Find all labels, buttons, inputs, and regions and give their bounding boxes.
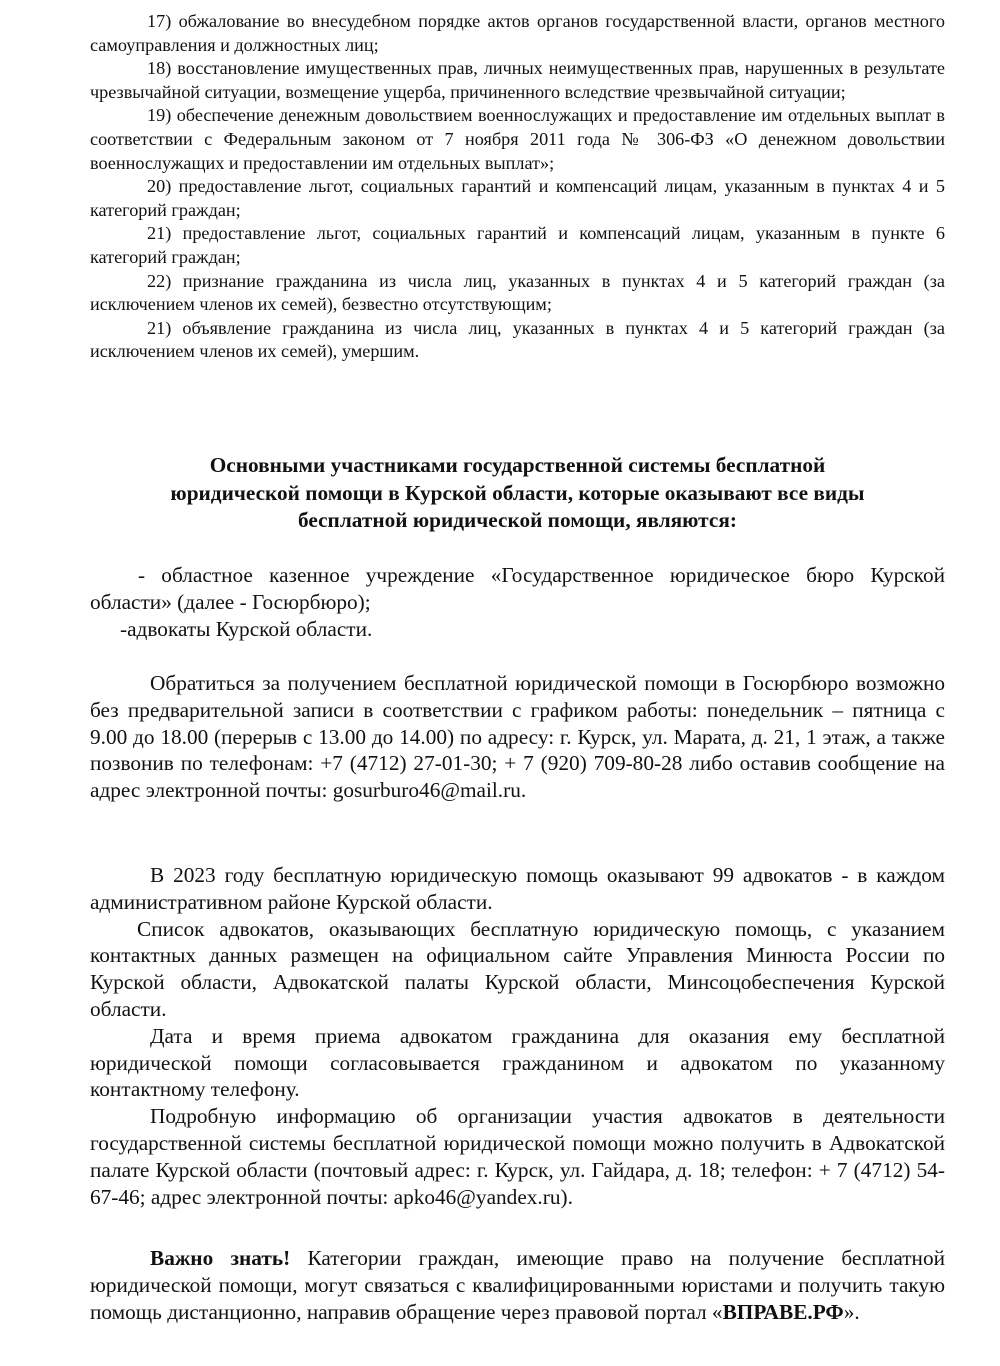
list-item: 17) обжалование во внесудебном порядке актов органов государственной власти, органов местного самоуправления и должностных лиц; [90, 11, 945, 55]
list-item: 19) обеспечение денежным довольствием военнослужащих и предоставление им отдельных выплат в соответствии с Федеральным законом от 7 ноября 2011 года № 306-ФЗ «О денежном довольствии военнослужащих и предоставлении им отдельных выплат»; [90, 105, 945, 173]
important-text: Категории граждан, имеющие право на получение бесплатной юридической помощи, могут связаться с квалифицированными юристами и получить такую помощь дистанционно, направив обращение через правовой портал « [90, 1246, 945, 1324]
list-item: 21) предоставление льгот, социальных гарантий и компенсаций лицам, указанным в пункте 6 категорий граждан; [90, 223, 945, 267]
heading-line: юридической помощи в Курской области, которые оказывают все виды [170, 480, 865, 505]
list-item: 22) признание гражданина из числа лиц, указанных в пунктах 4 и 5 категорий граждан (за исключением членов их семей), безвестно отсутствующим; [90, 270, 945, 315]
lawyers-block [90, 862, 945, 1210]
list-item: 18) восстановление имущественных прав, личных неимущественных прав, нарушенных в результате чрезвычайной ситуации, возмещение ущерба, причиненного вследствие чрезвычайной ситуации; [90, 58, 945, 102]
contact-block [90, 670, 945, 804]
participant-item: -адвокаты Курской области. [120, 616, 373, 641]
lawyers-paragraph: Подробную информацию об организации участия адвокатов в деятельности государственной системы бесплатной юридической помощи можно получить в Адвокатской палате Курской области (почтовый адрес: г. Курск, ул. Гайдара, д. 18; телефон: + 7 (4712) 54-67-46; адрес электронной почты: apko46@yandex.ru). [90, 1104, 945, 1209]
contact-paragraph: Обратиться за получением бесплатной юридической помощи в Госюрбюро возможно без предварительной записи в соответствии с графиком работы: понедельник – пятница с 9.00 до 18.00 (перерыв с 13.00 до 14.00) по адресу: г. Курск, ул. Марата, д. 21, 1 этаж, а также позвонив по телефонам: +7 (4712) 27-01-30; + 7 (920) 709-80-28 либо оставив сообщение на адрес электронной почты: gosurburo46@mail.ru. [90, 671, 945, 803]
heading-line: бесплатной юридической помощи, являются: [298, 508, 737, 532]
important-end: ». [843, 1299, 860, 1324]
section-heading [90, 452, 945, 535]
list-item: 21) объявление гражданина из числа лиц, указанных в пунктах 4 и 5 категорий граждан (за исключением членов их семей), умершим. [90, 317, 945, 362]
important-block [90, 1245, 945, 1325]
participants-list [90, 562, 945, 642]
list-item: 20) предоставление льгот, социальных гарантий и компенсаций лицам, указанным в пунктах 4 и 5 категорий граждан; [90, 176, 945, 220]
lawyers-paragraph: В 2023 году бесплатную юридическую помощь оказывают 99 адвокатов - в каждом административном районе Курской области. [90, 863, 945, 914]
important-label: Важно знать! [150, 1246, 291, 1270]
lawyers-paragraph: Список адвокатов, оказывающих бесплатную юридическую помощь, с указанием контактных данных размещен на официальном сайте Управления Минюста России по Курской области, Адвокатской палаты Курской области, Минсоцобеспечения Курской области. [90, 916, 945, 1021]
portal-name: ВПРАВЕ.РФ [722, 1299, 844, 1324]
categories-list [90, 10, 945, 364]
heading-line: Основными участниками государственной системы бесплатной [209, 453, 826, 477]
participant-item: - областное казенное учреждение «Государственное юридическое бюро Курской области» (далее - Госюрбюро); [90, 563, 945, 614]
lawyers-paragraph: Дата и время приема адвокатом гражданина для оказания ему бесплатной юридической помощи согласовывается гражданином и адвокатом по указанному контактному телефону. [90, 1023, 945, 1102]
